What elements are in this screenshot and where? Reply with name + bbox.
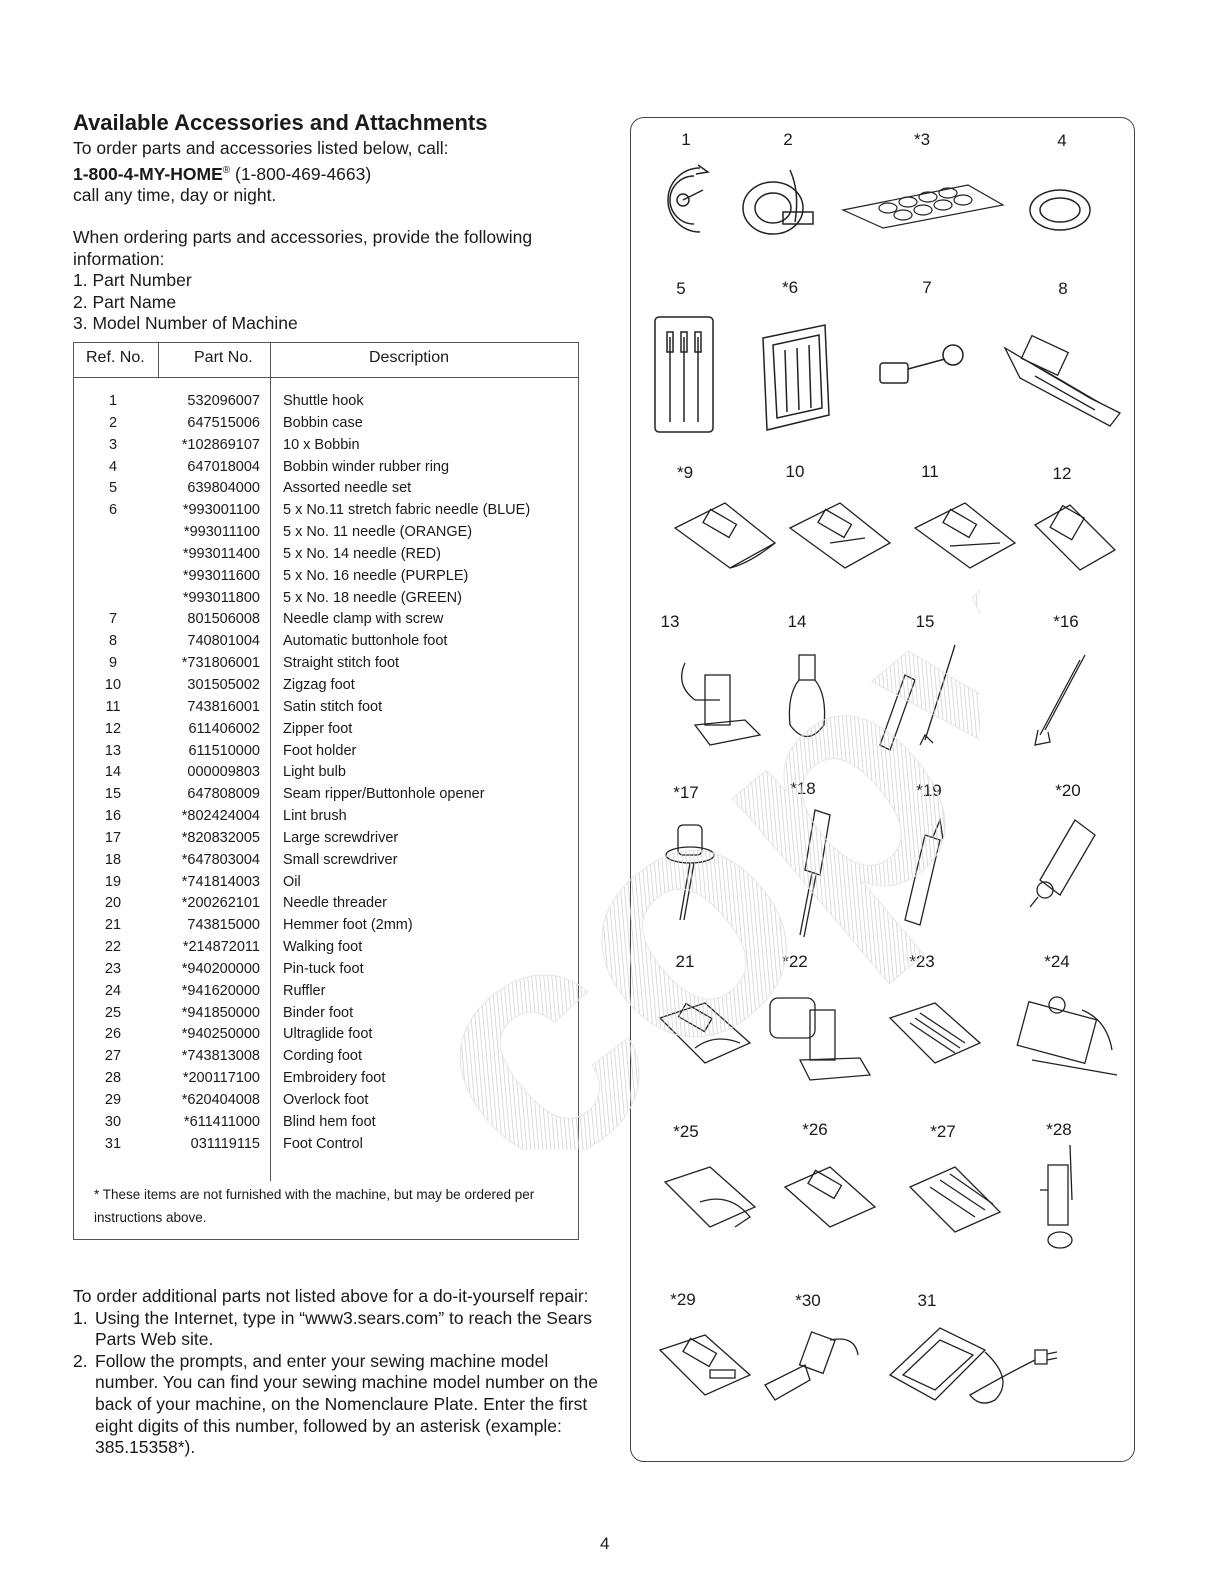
ref-no-cell: 14 (104, 764, 122, 781)
registered-mark: ® (222, 164, 231, 176)
outro-intro: To order additional parts not listed above for a do-it-yourself repair: (73, 1286, 589, 1306)
page-heading: Available Accessories and Attachments (73, 110, 488, 135)
col-part-no: Part No. (194, 349, 253, 366)
description-cell: Zigzag foot (283, 676, 355, 693)
ref-no-cell: 24 (104, 982, 122, 999)
part-no-cell: 647515006 (187, 414, 260, 431)
description-cell: Small screwdriver (283, 851, 398, 868)
part-no-cell: *214872011 (182, 939, 260, 956)
table-row (74, 743, 578, 765)
accessory-label: *16 (1053, 612, 1079, 631)
table-row (74, 852, 578, 874)
description-cell: Hemmer foot (2mm) (283, 917, 413, 934)
phone-number: 1-800-4-MY-HOME (73, 163, 223, 184)
cording-foot-illustration (905, 1162, 1005, 1237)
ref-no-cell: 28 (104, 1070, 122, 1087)
ref-no-cell: 22 (104, 939, 122, 956)
ref-no-cell: 1 (108, 393, 118, 409)
ref-no-cell: 15 (104, 786, 122, 803)
table-row (74, 1092, 578, 1114)
table-row (74, 874, 578, 896)
table-row (74, 590, 578, 612)
part-no-cell: *802424004 (181, 808, 260, 825)
part-no-cell: *731806001 (181, 655, 260, 672)
ref-no-cell: 13 (104, 742, 122, 759)
table-row (74, 895, 578, 917)
accessory-label: *28 (1046, 1120, 1072, 1139)
ref-no-cell: 20 (104, 895, 122, 912)
table-row (74, 917, 578, 939)
needle-pack-illustration (755, 320, 835, 435)
description-cell: 5 x No. 11 needle (ORANGE) (283, 524, 473, 541)
ordering-item: 1. Part Number (73, 270, 192, 291)
description-cell: Zipper foot (283, 720, 353, 737)
ordering-item: 3. Model Number of Machine (73, 313, 298, 334)
hemmer-foot-illustration (655, 998, 755, 1068)
description-cell: 5 x No. 18 needle (GREEN) (283, 589, 462, 606)
accessory-label: *19 (916, 781, 942, 800)
ref-no-cell: 9 (108, 655, 118, 672)
description-cell: Bobbin winder rubber ring (283, 458, 450, 475)
part-no-cell: 743815000 (187, 917, 260, 934)
table-row (74, 764, 578, 786)
table-row (74, 655, 578, 677)
table-row (74, 961, 578, 983)
needle-set-illustration (650, 312, 720, 437)
part-no-cell: *102869107 (181, 436, 260, 453)
oil-illustration (895, 815, 955, 930)
ref-no-cell: 12 (104, 720, 122, 737)
accessory-label: *26 (802, 1120, 828, 1139)
walking-foot-illustration (765, 990, 875, 1085)
col-description: Description (369, 349, 450, 366)
page-number: 4 (600, 1534, 610, 1553)
part-no-cell: 532096007 (187, 393, 260, 409)
part-no-cell: *993011600 (182, 567, 260, 584)
table-row (74, 415, 578, 437)
part-no-cell: *200117100 (182, 1070, 260, 1087)
ruffler-illustration (1012, 990, 1127, 1085)
table-row (74, 611, 578, 633)
ref-no-cell: 26 (104, 1026, 122, 1043)
table-row (74, 393, 578, 415)
table-row (74, 502, 578, 524)
table-row (74, 437, 578, 459)
foot-holder-illustration (665, 655, 765, 750)
description-cell: Ultraglide foot (283, 1026, 373, 1043)
table-row (74, 1005, 578, 1027)
phone-alt: (1-800-469-4663) (230, 163, 372, 184)
part-no-cell: *940200000 (181, 960, 260, 977)
accessory-label: 12 (1052, 464, 1072, 483)
watermark-text: copy (340, 590, 980, 1150)
description-cell: Oil (283, 873, 301, 890)
table-row (74, 808, 578, 830)
accessory-label: 13 (660, 612, 680, 631)
ref-no-cell: 17 (104, 829, 122, 846)
description-cell: Cording foot (283, 1048, 362, 1065)
needle-clamp-illustration (875, 335, 975, 395)
part-no-cell: 611406002 (188, 720, 260, 737)
ref-no-cell: 30 (104, 1113, 122, 1130)
accessory-label: *23 (909, 952, 935, 971)
description-cell: 5 x No. 14 needle (RED) (283, 545, 441, 562)
parts-table (73, 342, 579, 1240)
lint-brush-illustration (1030, 650, 1090, 750)
description-cell: 5 x No.11 stretch fabric needle (BLUE) (283, 502, 531, 519)
part-no-cell: *741814003 (181, 873, 260, 890)
description-cell: Ruffler (283, 982, 326, 999)
part-no-cell: 647808009 (187, 786, 260, 803)
table-row (74, 699, 578, 721)
accessory-label: 15 (915, 612, 935, 631)
part-no-cell: *940250000 (181, 1026, 260, 1043)
part-no-cell: 301505002 (187, 676, 260, 693)
accessory-label: *24 (1044, 952, 1070, 971)
ref-no-cell: 4 (108, 458, 118, 475)
part-no-cell: 801506008 (187, 611, 260, 628)
ultraglide-foot-illustration (780, 1162, 880, 1232)
accessory-label: *29 (670, 1290, 696, 1309)
ref-no-cell: 27 (104, 1048, 122, 1065)
ref-no-cell: 2 (108, 414, 118, 431)
description-cell: Lint brush (283, 808, 347, 825)
part-no-cell: 000009803 (187, 764, 260, 781)
accessory-label: 21 (675, 952, 695, 971)
ref-no-cell: 19 (104, 873, 122, 890)
satin-stitch-foot-illustration (910, 498, 1020, 573)
description-cell: Foot Control (283, 1135, 363, 1152)
accessory-label: *9 (676, 463, 694, 482)
ordering-item: 2. Part Name (73, 291, 177, 312)
accessory-label: 8 (1058, 279, 1068, 298)
table-header (74, 343, 578, 378)
table-row (74, 524, 578, 546)
bobbins-illustration (838, 180, 1008, 230)
table-row (74, 721, 578, 743)
ref-no-cell: 11 (105, 698, 121, 715)
table-row (74, 568, 578, 590)
light-bulb-illustration (782, 650, 832, 750)
table-row (74, 633, 578, 655)
description-cell: Straight stitch foot (283, 655, 400, 672)
accessory-label: *17 (673, 783, 699, 802)
part-no-cell: *993011400 (182, 545, 260, 562)
part-no-cell: *611411000 (183, 1113, 260, 1130)
part-no-cell: *820832005 (181, 829, 260, 846)
outro-step: 2. Follow the prompts, and enter your sewing machine model number. You can find your sewing machine model number on the back of your machine, on the Nomenclaure Plate. Enter the first eight digits of this number, followed by an asterisk (example: 385.15358*). (73, 1350, 598, 1458)
table-row (74, 1048, 578, 1070)
part-no-cell: *647803004 (181, 851, 260, 868)
table-row (74, 939, 578, 961)
part-no-cell: *993001100 (182, 502, 260, 519)
overlock-foot-illustration (655, 1330, 755, 1400)
accessory-label: *30 (795, 1291, 821, 1310)
accessory-label: 10 (785, 462, 805, 481)
ref-no-cell: 5 (108, 480, 118, 497)
seam-ripper-illustration (875, 635, 975, 755)
table-row (74, 1026, 578, 1048)
description-cell: Light bulb (283, 764, 346, 781)
ref-no-cell: 25 (104, 1004, 122, 1021)
ref-no-cell: 31 (104, 1135, 122, 1152)
shuttle-hook-illustration (648, 160, 718, 240)
part-no-cell: 647018004 (187, 458, 260, 475)
part-no-cell: *941850000 (181, 1004, 260, 1021)
part-no-cell: 611510000 (188, 742, 260, 759)
accessory-label: 4 (1057, 131, 1067, 150)
accessory-label: *18 (790, 779, 816, 798)
description-cell: Needle clamp with screw (283, 611, 444, 628)
ref-no-cell: 18 (104, 851, 122, 868)
accessory-label: 14 (787, 612, 807, 631)
rubber-ring-illustration (1025, 185, 1095, 235)
part-no-cell: 740801004 (187, 633, 260, 650)
ref-no-cell: 29 (104, 1092, 122, 1108)
accessory-label: 7 (922, 278, 932, 297)
description-cell: Large screwdriver (283, 829, 399, 846)
phone-line (73, 160, 613, 185)
table-row (74, 1114, 578, 1136)
accessory-label: *25 (673, 1122, 699, 1141)
description-cell: Walking foot (283, 939, 363, 956)
table-row (74, 480, 578, 502)
ref-no-cell: 23 (104, 960, 122, 977)
table-body (74, 393, 578, 1158)
table-row (74, 677, 578, 699)
zigzag-foot-illustration (785, 498, 895, 573)
description-cell: Satin stitch foot (283, 698, 383, 715)
part-no-cell: *993011100 (183, 524, 260, 541)
description-cell: Needle threader (283, 895, 387, 912)
ref-no-cell: 7 (108, 611, 118, 628)
blind-hem-foot-illustration (760, 1325, 865, 1405)
description-cell: Blind hem foot (283, 1113, 376, 1130)
description-cell: Pin-tuck foot (283, 960, 364, 977)
outro-step: 1. Using the Internet, type in “www3.sears.com” to reach the Sears Parts Web site. (73, 1307, 593, 1350)
description-cell: Foot holder (283, 742, 357, 759)
ref-no-cell: 16 (104, 808, 122, 825)
foot-control-illustration (885, 1320, 1060, 1410)
description-cell: Shuttle hook (283, 393, 364, 409)
intro-line: To order parts and accessories listed below, call: (73, 138, 449, 158)
accessory-label: 31 (917, 1291, 937, 1310)
accessory-label: 11 (921, 462, 939, 481)
part-no-cell: 639804000 (187, 480, 260, 497)
accessory-label: 2 (783, 130, 793, 149)
part-no-cell: *941620000 (181, 982, 260, 999)
part-no-cell: 031119115 (190, 1135, 260, 1152)
description-cell: Automatic buttonhole foot (283, 633, 448, 650)
pin-tuck-foot-illustration (885, 998, 985, 1068)
description-cell: Overlock foot (283, 1092, 369, 1108)
table-footnote: * These items are not furnished with the machine, but may be ordered per instructions above. (94, 1187, 535, 1225)
description-cell: 5 x No. 16 needle (PURPLE) (283, 567, 469, 584)
accessory-label: *20 (1055, 781, 1081, 800)
accessory-label: *3 (913, 130, 931, 149)
straight-stitch-foot-illustration (670, 498, 780, 573)
small-screwdriver-illustration (785, 805, 845, 945)
table-row (74, 459, 578, 481)
description-cell: Assorted needle set (283, 480, 412, 497)
description-cell: Seam ripper/Buttonhole opener (283, 786, 485, 803)
table-row (74, 1070, 578, 1092)
accessory-label: 1 (681, 130, 691, 149)
accessory-label: *27 (930, 1122, 956, 1141)
table-row (74, 830, 578, 852)
description-cell: Binder foot (283, 1004, 354, 1021)
intro-line: call any time, day or night. (73, 184, 277, 205)
ref-no-cell: 10 (104, 676, 122, 693)
accessory-label: 5 (676, 279, 686, 298)
ref-no-cell: 6 (108, 502, 118, 519)
description-cell: 10 x Bobbin (283, 436, 360, 453)
accessory-label: *6 (781, 278, 799, 297)
description-cell: Bobbin case (283, 414, 363, 431)
binder-foot-illustration (660, 1162, 760, 1232)
table-row (74, 786, 578, 808)
ref-no-cell: 3 (108, 436, 118, 453)
ordering-text: When ordering parts and accessories, provide the following information: (73, 227, 533, 269)
ref-no-cell: 8 (108, 633, 118, 650)
buttonhole-foot-illustration (1000, 328, 1125, 428)
part-no-cell: *743813008 (181, 1048, 260, 1065)
part-no-cell: 743816001 (187, 698, 260, 715)
zipper-foot-illustration (1030, 495, 1120, 575)
bobbin-case-illustration (735, 162, 825, 242)
table-row (74, 983, 578, 1005)
accessory-label: *22 (782, 952, 808, 971)
embroidery-foot-illustration (1030, 1140, 1090, 1255)
outro-block (73, 1286, 603, 1459)
needle-threader-illustration (1020, 815, 1100, 910)
col-ref-no: Ref. No. (86, 349, 145, 366)
table-row (74, 546, 578, 568)
ref-no-cell: 21 (104, 917, 122, 934)
part-no-cell: *620404008 (181, 1092, 260, 1108)
table-row (74, 1136, 578, 1158)
part-no-cell: *993011800 (182, 589, 260, 606)
part-no-cell: *200262101 (181, 895, 260, 912)
large-screwdriver-illustration (660, 820, 720, 930)
intro-block (73, 138, 613, 335)
description-cell: Embroidery foot (283, 1070, 386, 1087)
